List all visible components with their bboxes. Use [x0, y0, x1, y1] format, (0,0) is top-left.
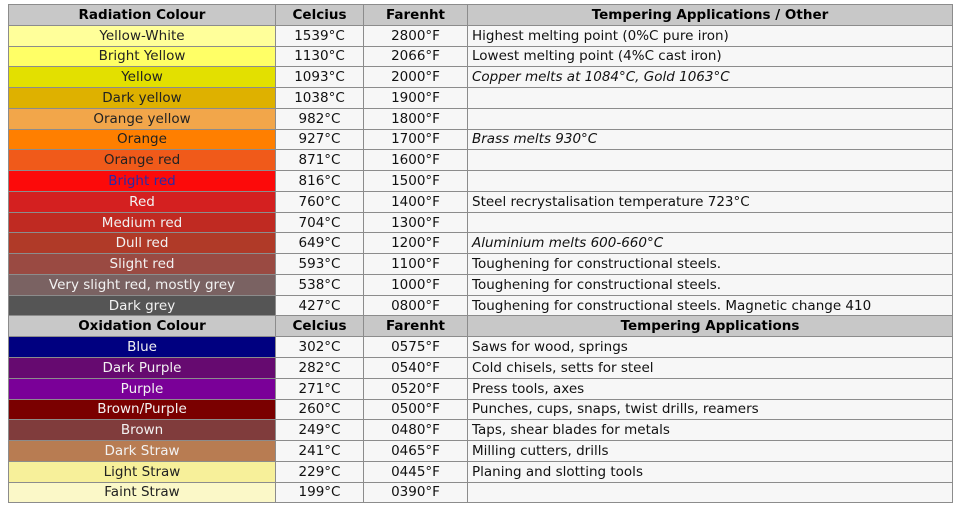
- table-row: [9, 337, 953, 358]
- fahrenheit-cell: 1900°F: [364, 88, 468, 109]
- celsius-cell: 199°C: [276, 482, 364, 503]
- application-cell: Saws for wood, springs: [468, 337, 953, 358]
- table-body: [9, 5, 953, 503]
- table-header-row: [9, 316, 953, 337]
- application-cell: Planing and slotting tools: [468, 461, 953, 482]
- table-row: [9, 25, 953, 46]
- celsius-cell: 816°C: [276, 171, 364, 192]
- application-cell: [468, 482, 953, 503]
- fahrenheit-cell: 1000°F: [364, 274, 468, 295]
- celsius-cell: 593°C: [276, 254, 364, 275]
- table-row: [9, 233, 953, 254]
- application-cell: Milling cutters, drills: [468, 441, 953, 462]
- celsius-cell: 282°C: [276, 358, 364, 379]
- temperature-colour-table: [8, 4, 953, 503]
- table-row: [9, 191, 953, 212]
- application-cell: Toughening for constructional steels.: [468, 254, 953, 275]
- temperature-colour-table-container: [8, 4, 953, 503]
- colour-name-cell: Yellow: [9, 67, 276, 88]
- colour-name-cell: Slight red: [9, 254, 276, 275]
- application-cell: [468, 171, 953, 192]
- header-colour: Oxidation Colour: [9, 316, 276, 337]
- colour-name-cell: Brown: [9, 420, 276, 441]
- header-colour: Radiation Colour: [9, 5, 276, 26]
- application-cell: Press tools, axes: [468, 378, 953, 399]
- table-row: [9, 420, 953, 441]
- application-cell: Cold chisels, setts for steel: [468, 358, 953, 379]
- table-row: [9, 274, 953, 295]
- fahrenheit-cell: 1800°F: [364, 108, 468, 129]
- table-row: [9, 482, 953, 503]
- celsius-cell: 271°C: [276, 378, 364, 399]
- table-row: [9, 378, 953, 399]
- celsius-cell: 229°C: [276, 461, 364, 482]
- table-row: [9, 171, 953, 192]
- celsius-cell: 1038°C: [276, 88, 364, 109]
- table-row: [9, 46, 953, 67]
- fahrenheit-cell: 2000°F: [364, 67, 468, 88]
- table-header-row: [9, 5, 953, 26]
- fahrenheit-cell: 1400°F: [364, 191, 468, 212]
- application-cell: Lowest melting point (4%C cast iron): [468, 46, 953, 67]
- application-cell: Punches, cups, snaps, twist drills, reamers: [468, 399, 953, 420]
- celsius-cell: 927°C: [276, 129, 364, 150]
- celsius-cell: 1539°C: [276, 25, 364, 46]
- application-cell: [468, 108, 953, 129]
- celsius-cell: 427°C: [276, 295, 364, 316]
- fahrenheit-cell: 0520°F: [364, 378, 468, 399]
- application-cell: Highest melting point (0%C pure iron): [468, 25, 953, 46]
- application-cell: Aluminium melts 600-660°C: [468, 233, 953, 254]
- table-row: [9, 212, 953, 233]
- celsius-cell: 982°C: [276, 108, 364, 129]
- fahrenheit-cell: 0575°F: [364, 337, 468, 358]
- fahrenheit-cell: 1600°F: [364, 150, 468, 171]
- table-row: [9, 88, 953, 109]
- celsius-cell: 538°C: [276, 274, 364, 295]
- table-row: [9, 441, 953, 462]
- colour-name-cell: Orange: [9, 129, 276, 150]
- application-cell: Copper melts at 1084°C, Gold 1063°C: [468, 67, 953, 88]
- application-cell: Taps, shear blades for metals: [468, 420, 953, 441]
- header-applications: Tempering Applications / Other: [468, 5, 953, 26]
- celsius-cell: 649°C: [276, 233, 364, 254]
- celsius-cell: 1130°C: [276, 46, 364, 67]
- colour-name-cell: Purple: [9, 378, 276, 399]
- colour-name-cell: Yellow-White: [9, 25, 276, 46]
- application-cell: Brass melts 930°C: [468, 129, 953, 150]
- celsius-cell: 241°C: [276, 441, 364, 462]
- table-row: [9, 399, 953, 420]
- celsius-cell: 871°C: [276, 150, 364, 171]
- fahrenheit-cell: 0540°F: [364, 358, 468, 379]
- table-row: [9, 358, 953, 379]
- colour-name-cell: Medium red: [9, 212, 276, 233]
- header-fahrenheit: Farenht: [364, 316, 468, 337]
- table-row: [9, 295, 953, 316]
- application-cell: [468, 88, 953, 109]
- table-row: [9, 67, 953, 88]
- celsius-cell: 260°C: [276, 399, 364, 420]
- fahrenheit-cell: 2800°F: [364, 25, 468, 46]
- celsius-cell: 1093°C: [276, 67, 364, 88]
- colour-name-cell: Very slight red, mostly grey: [9, 274, 276, 295]
- colour-name-cell: Bright Yellow: [9, 46, 276, 67]
- table-row: [9, 461, 953, 482]
- colour-name-cell: Orange yellow: [9, 108, 276, 129]
- table-row: [9, 254, 953, 275]
- application-cell: Toughening for constructional steels.: [468, 274, 953, 295]
- colour-name-cell: Faint Straw: [9, 482, 276, 503]
- header-fahrenheit: Farenht: [364, 5, 468, 26]
- header-applications: Tempering Applications: [468, 316, 953, 337]
- fahrenheit-cell: 1700°F: [364, 129, 468, 150]
- colour-name-cell: Blue: [9, 337, 276, 358]
- header-celsius: Celcius: [276, 5, 364, 26]
- colour-name-cell: Bright red: [9, 171, 276, 192]
- application-cell: [468, 212, 953, 233]
- colour-name-cell: Dark Straw: [9, 441, 276, 462]
- application-cell: Toughening for constructional steels. Magnetic change 410: [468, 295, 953, 316]
- fahrenheit-cell: 0800°F: [364, 295, 468, 316]
- colour-name-cell: Dark Purple: [9, 358, 276, 379]
- fahrenheit-cell: 0390°F: [364, 482, 468, 503]
- fahrenheit-cell: 0465°F: [364, 441, 468, 462]
- colour-name-cell: Dull red: [9, 233, 276, 254]
- colour-name-cell: Brown/Purple: [9, 399, 276, 420]
- table-row: [9, 150, 953, 171]
- fahrenheit-cell: 1300°F: [364, 212, 468, 233]
- colour-name-cell: Orange red: [9, 150, 276, 171]
- header-celsius: Celcius: [276, 316, 364, 337]
- application-cell: Steel recrystalisation temperature 723°C: [468, 191, 953, 212]
- fahrenheit-cell: 1500°F: [364, 171, 468, 192]
- table-row: [9, 108, 953, 129]
- table-row: [9, 129, 953, 150]
- colour-name-cell: Dark yellow: [9, 88, 276, 109]
- fahrenheit-cell: 1200°F: [364, 233, 468, 254]
- celsius-cell: 249°C: [276, 420, 364, 441]
- application-cell: [468, 150, 953, 171]
- fahrenheit-cell: 0445°F: [364, 461, 468, 482]
- fahrenheit-cell: 2066°F: [364, 46, 468, 67]
- colour-name-cell: Red: [9, 191, 276, 212]
- fahrenheit-cell: 0480°F: [364, 420, 468, 441]
- fahrenheit-cell: 1100°F: [364, 254, 468, 275]
- celsius-cell: 704°C: [276, 212, 364, 233]
- colour-name-cell: Light Straw: [9, 461, 276, 482]
- colour-name-cell: Dark grey: [9, 295, 276, 316]
- fahrenheit-cell: 0500°F: [364, 399, 468, 420]
- celsius-cell: 302°C: [276, 337, 364, 358]
- celsius-cell: 760°C: [276, 191, 364, 212]
